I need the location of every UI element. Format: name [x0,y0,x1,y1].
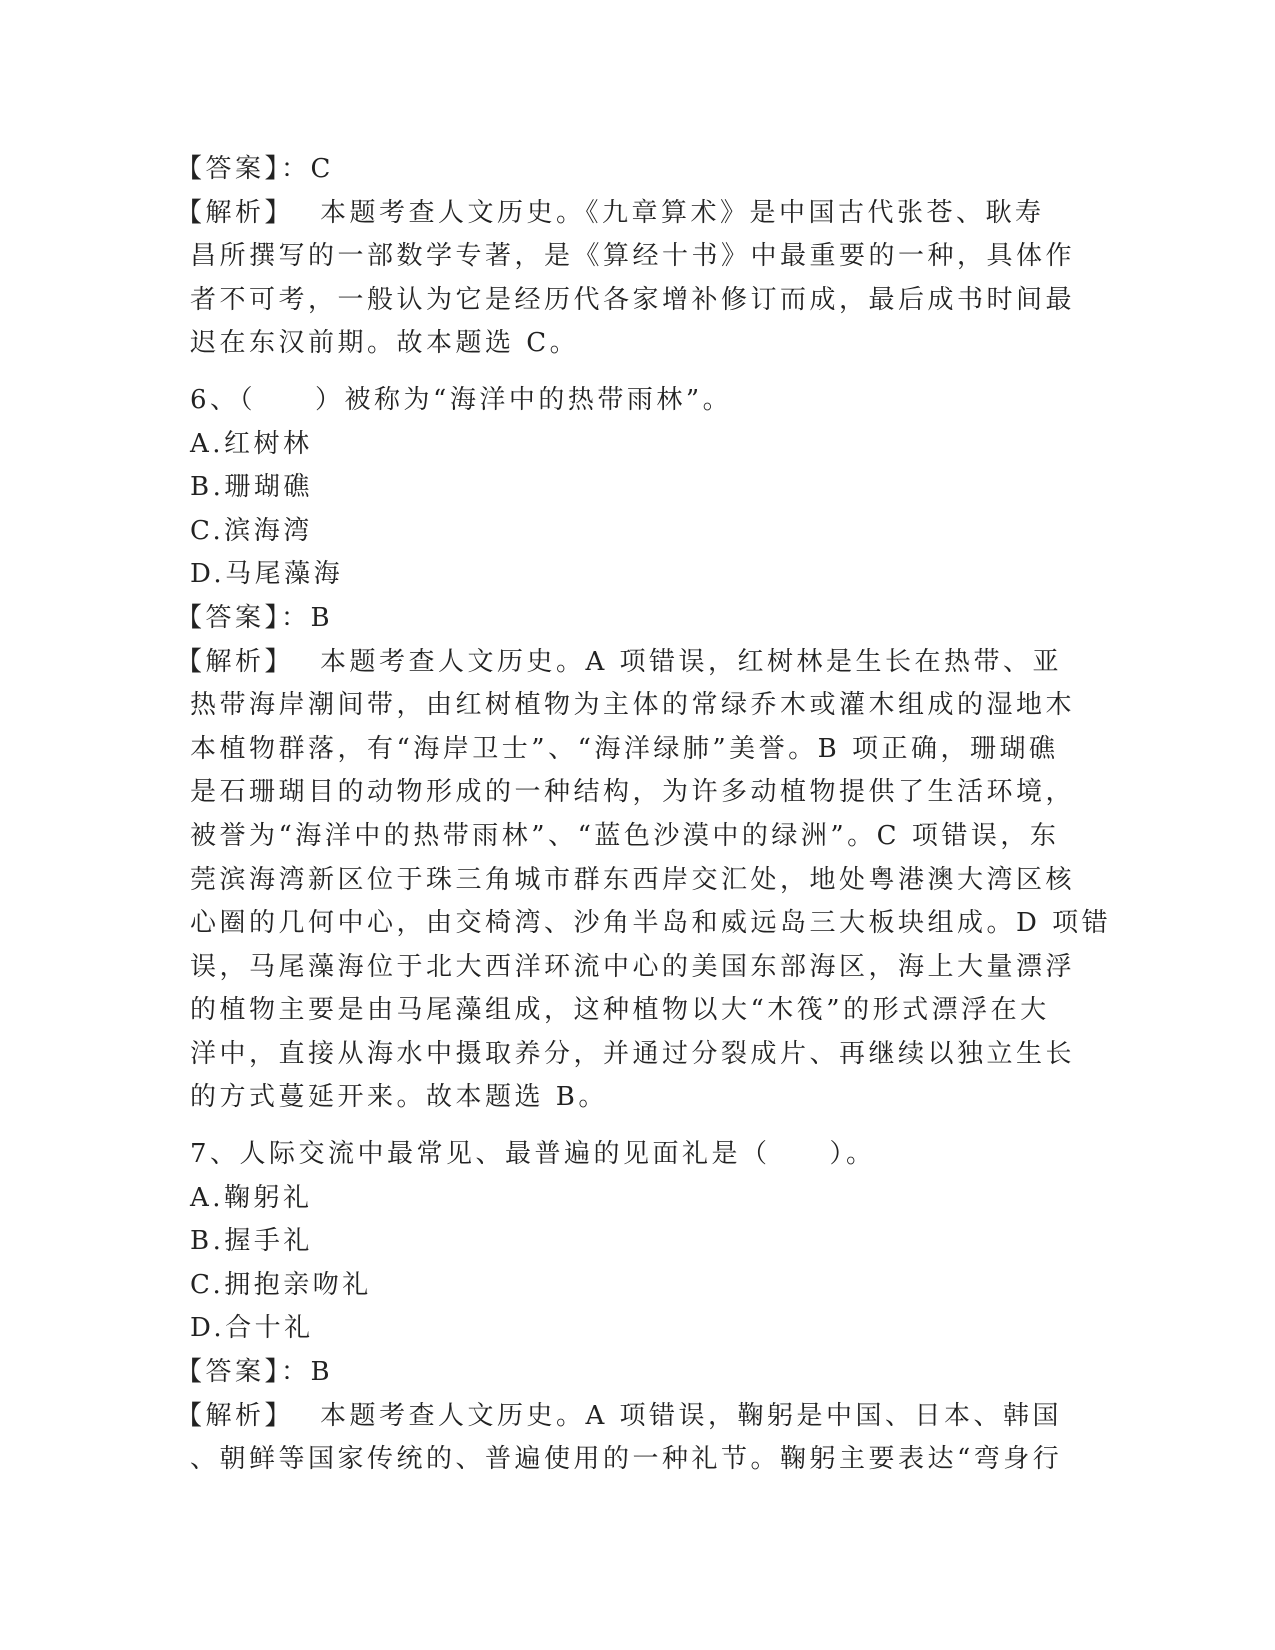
q7-analysis-line [176,1395,1090,1439]
q6-analysis-text: 莞滨海湾新区位于珠三角城市群东西岸交汇处，地处粤港澳大湾区核 [190,864,1076,895]
q6-option-c: C.滨海湾 [190,515,313,546]
q6-option-b: B.珊瑚礁 [190,472,313,503]
q6-analysis-label: 【解析】 [176,646,295,677]
q7-answer-value: ：B [281,1357,334,1388]
q5-analysis-text: 者不可考，一般认为它是经历代各家增补修订而成，最后成书时间最 [190,284,1076,315]
q6-analysis-text: 的植物主要是由马尾藻组成，这种植物以大“木筏”的形式漂浮在大 [190,995,1050,1026]
q5-answer-label: 【答案】 [176,154,282,184]
q6-answer-label: 【答案】 [176,602,282,633]
q5-analysis-text: 昌所撰写的一部数学专著，是《算经十书》中最重要的一种，具体作 [190,241,1076,272]
q7-stem: 7、人际交流中最常见、最普遍的见面礼是（ ）。 [190,1139,876,1170]
document-page [176,148,1112,1482]
q7-option-d: D.合十礼 [190,1313,314,1344]
q6-option-d: D.马尾藻海 [190,559,344,590]
q6-analysis-text: 的方式蔓延开来。故本题选 B。 [190,1082,608,1113]
q6-stem: 6、（ ）被称为“海洋中的热带雨林”。 [190,384,733,415]
q6-analysis-text: 热带海岸潮间带，由红树植物为主体的常绿乔木或灌木组成的湿地木 [190,690,1076,721]
q6-analysis-text: 本植物群落，有“海岸卫士”、“海洋绿肺”美誉。B 项正确，珊瑚礁 [190,733,1059,764]
q6-analysis-text: 洋中，直接从海水中摄取养分，并通过分裂成片、再继续以独立生长 [190,1038,1076,1069]
q6-analysis-text: 被誉为“海洋中的热带雨林”、“蓝色沙漠中的绿洲”。C 项错误，东 [190,820,1060,851]
q6-answer-value: ：B [281,602,334,633]
q7-analysis-text: 、朝鲜等国家传统的、普遍使用的一种礼节。鞠躬主要表达“弯身行 [190,1444,1063,1475]
q6-option-a: A.红树林 [190,428,313,459]
q5-answer-line [176,148,1090,192]
q7-option-a: A.鞠躬礼 [190,1182,313,1213]
q7-analysis-text: 本题考查人文历史。A 项错误，鞠躬是中国、日本、韩国 [320,1400,1063,1431]
q6-answer-line [176,597,1090,641]
q5-answer-value: ：C [281,154,334,184]
q6-analysis-text: 心圈的几何中心，由交椅湾、沙角半岛和威远岛三大板块组成。D 项错 [190,908,1112,939]
q7-answer-label: 【答案】 [176,1357,282,1388]
q7-option-c: C.拥抱亲吻礼 [190,1269,372,1300]
q7-analysis-label: 【解析】 [176,1400,295,1431]
q7-option-b: B.握手礼 [190,1226,313,1257]
q5-analysis-label: 【解析】 [176,197,295,228]
q6-analysis-text: 是石珊瑚目的动物形成的一种结构，为许多动植物提供了生活环境， [190,777,1076,808]
q5-analysis-text: 迟在东汉前期。故本题选 C。 [190,328,580,359]
q6-analysis-line [176,641,1090,685]
q6-analysis-text: 本题考查人文历史。A 项错误，红树林是生长在热带、亚 [320,646,1063,677]
q7-answer-line [176,1351,1090,1395]
q5-analysis-text: 本题考查人文历史。《九章算术》是中国古代张苍、耿寿 [320,197,1045,228]
q5-analysis-line [176,192,1090,236]
q6-analysis-text: 误，马尾藻海位于北大西洋环流中心的美国东部海区，海上大量漂浮 [190,951,1076,982]
